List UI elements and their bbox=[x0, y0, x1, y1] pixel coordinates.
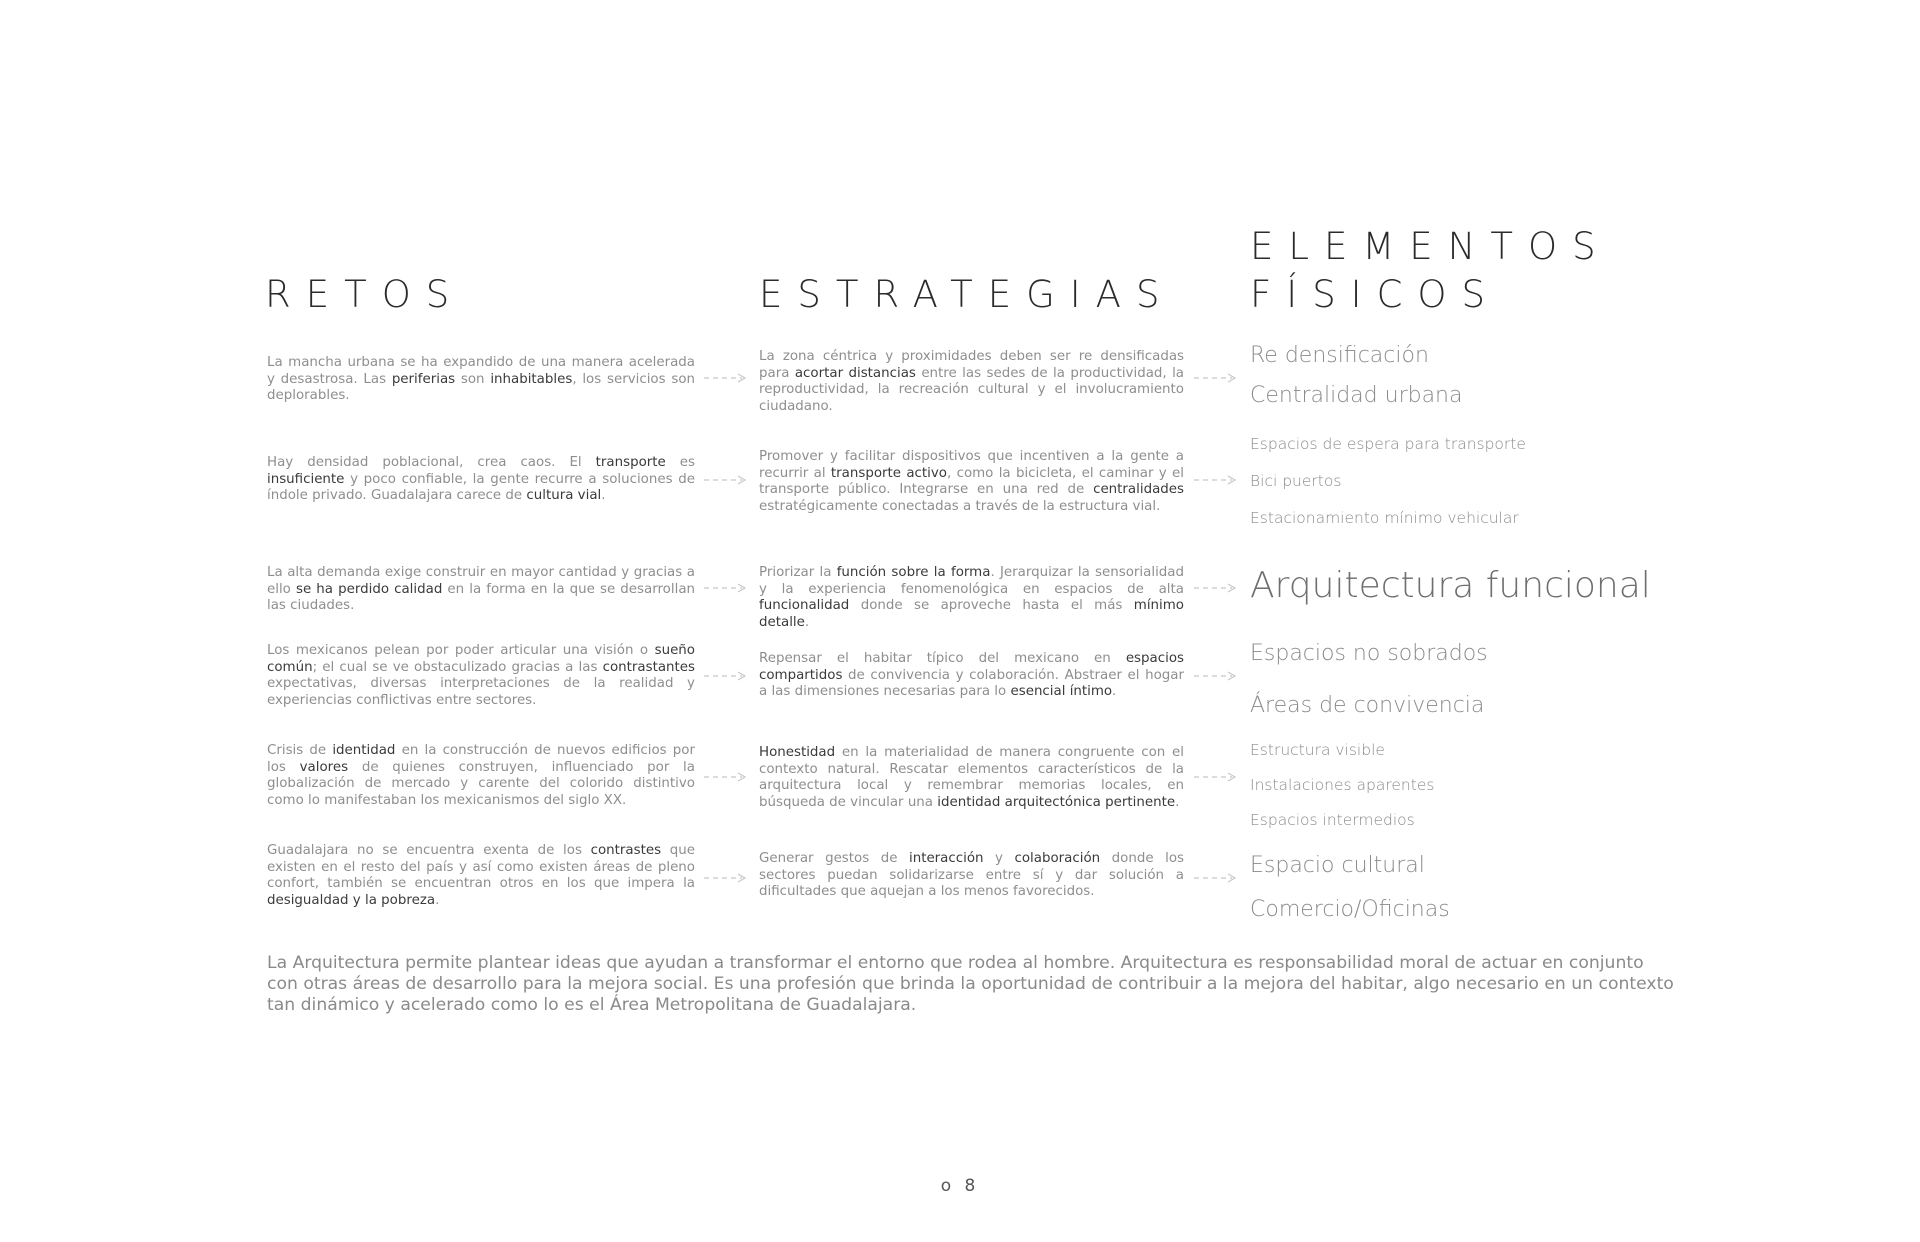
highlighted-keyword: Honestidad bbox=[759, 745, 836, 760]
elemento-espacio-cultural: Espacio cultural bbox=[1250, 853, 1425, 878]
highlighted-keyword: espacios compartidos bbox=[759, 651, 1184, 683]
reto-text: Crisis de identidad en la construcción de nuevos edificios por los valores de quienes construyen, influenciado por la globalización de mercado y carente del colorido distintivo como lo manifestaban los mexicanismos del siglo XX. bbox=[267, 743, 695, 808]
elemento-bici-puertos: Bici puertos bbox=[1250, 472, 1342, 490]
elemento-comercio-oficinas: Comercio/Oficinas bbox=[1250, 897, 1450, 922]
estrategia-text: Priorizar la función sobre la forma. Jerarquizar la sensorialidad y la experiencia fenomenológica en espacios de alta funcionalidad donde se aproveche hasta el más mínimo detalle. bbox=[759, 565, 1184, 630]
dashed-arrow-icon bbox=[704, 583, 748, 593]
elemento-estacionamiento: Estacionamiento mínimo vehicular bbox=[1250, 509, 1519, 527]
highlighted-keyword: periferias bbox=[391, 371, 456, 387]
reto-text: La mancha urbana se ha expandido de una manera acelerada y desastrosa. Las periferias son inhabitables, los servicios son deplorables. bbox=[267, 355, 695, 404]
reto-text: Guadalajara no se encuentra exenta de los contrastes que existen en el resto del país y así como existen áreas de pleno confort, también se encuentran otros en los que impera la desigualdad y la pobreza. bbox=[267, 843, 695, 908]
elemento-estructura-visible: Estructura visible bbox=[1250, 741, 1385, 759]
reto-text: Hay densidad poblacional, crea caos. El transporte es insuficiente y poco confiable, la gente recurre a soluciones de índole privado. Guadalajara carece de cultura vial. bbox=[267, 455, 695, 504]
highlighted-keyword: cultura vial bbox=[526, 488, 602, 504]
highlighted-keyword: acortar distancias bbox=[794, 365, 916, 381]
highlighted-keyword: valores bbox=[299, 759, 349, 775]
highlighted-keyword: colaboración bbox=[1014, 851, 1101, 866]
highlighted-keyword: contrastes bbox=[590, 843, 662, 858]
highlighted-keyword: identidad arquitectónica pertinente bbox=[937, 794, 1176, 810]
elemento-areas-convivencia: Áreas de convivencia bbox=[1250, 693, 1485, 718]
highlighted-keyword: identidad bbox=[332, 743, 396, 758]
reto-text: Los mexicanos pelean por poder articular una visión o sueño común; el cual se ve obstaculizado gracias a las contrastantes expectativas, diversas interpretaciones de la realidad y experiencias conflictivas entre sectores. bbox=[267, 643, 695, 708]
highlighted-keyword: inhabitables bbox=[490, 371, 573, 387]
elemento-espacios-espera: Espacios de espera para transporte bbox=[1250, 435, 1526, 453]
highlighted-keyword: contrastantes bbox=[602, 659, 695, 675]
elemento-instalaciones-aparentes: Instalaciones aparentes bbox=[1250, 776, 1435, 794]
heading-fisicos: FÍSICOS bbox=[1250, 273, 1501, 316]
elemento-centralidad-urbana: Centralidad urbana bbox=[1250, 383, 1463, 408]
estrategia-text: Honestidad en la materialidad de manera congruente con el contexto natural. Rescatar elementos característicos de la arquitectura local y remembrar memorias locales, en búsqueda de vincular una identidad arquitectónica pertinente. bbox=[759, 745, 1184, 810]
elemento-espacios-intermedios: Espacios intermedios bbox=[1250, 811, 1415, 829]
dashed-arrow-icon bbox=[704, 772, 748, 782]
highlighted-keyword: insuficiente bbox=[267, 471, 345, 487]
highlighted-keyword: funcionalidad bbox=[759, 598, 850, 614]
elemento-espacios-no-sobrados: Espacios no sobrados bbox=[1250, 641, 1488, 666]
dashed-arrow-icon bbox=[704, 373, 748, 383]
highlighted-keyword: se ha perdido calidad bbox=[295, 581, 443, 597]
highlighted-keyword: sueño común bbox=[267, 643, 695, 675]
heading-elementos: ELEMENTOS bbox=[1250, 225, 1611, 268]
dashed-arrow-icon bbox=[1194, 873, 1238, 883]
page-number: o 8 bbox=[940, 1176, 980, 1196]
heading-retos: RETOS bbox=[265, 273, 465, 316]
heading-estrategias: ESTRATEGIAS bbox=[759, 273, 1175, 316]
highlighted-keyword: mínimo detalle bbox=[759, 598, 1184, 630]
elemento-arquitectura-funcional: Arquitectura funcional bbox=[1250, 565, 1651, 606]
highlighted-keyword: centralidades bbox=[1093, 482, 1184, 498]
conclusion-paragraph: La Arquitectura permite plantear ideas que ayudan a transformar el entorno que rodea al hombre. Arquitectura es responsabilidad moral de actuar en conjunto con otras áreas de desarrollo para la mejora social. Es una profesión que brinda la oportunidad de contribuir a la mejora del habitar, algo necesario en un contexto tan dinámico y acelerado como lo es el Área Metropolitana de Guadalajara. bbox=[267, 953, 1674, 1015]
dashed-arrow-icon bbox=[1194, 671, 1238, 681]
estrategia-text: La zona céntrica y proximidades deben ser re densificadas para acortar distancias entre las sedes de la productividad, la reproductividad, la recreación cultural y el involucramiento ciudadano. bbox=[759, 349, 1184, 414]
dashed-arrow-icon bbox=[704, 475, 748, 485]
dashed-arrow-icon bbox=[1194, 475, 1238, 485]
highlighted-keyword: esencial íntimo bbox=[1010, 684, 1112, 700]
highlighted-keyword: desigualdad y la pobreza bbox=[267, 892, 436, 908]
highlighted-keyword: transporte activo bbox=[830, 465, 947, 481]
estrategia-text: Promover y facilitar dispositivos que incentiven a la gente a recurrir al transporte activo, como la bicicleta, el caminar y el transporte público. Integrarse en una red de centralidades estratégicamente conectadas a través de la estructura vial. bbox=[759, 449, 1184, 514]
highlighted-keyword: interacción bbox=[908, 851, 984, 866]
dashed-arrow-icon bbox=[704, 671, 748, 681]
reto-text: La alta demanda exige construir en mayor cantidad y gracias a ello se ha perdido calidad en la forma en la que se desarrollan las ciudades. bbox=[267, 565, 696, 614]
dashed-arrow-icon bbox=[1194, 583, 1238, 593]
dashed-arrow-icon bbox=[704, 873, 748, 883]
highlighted-keyword: función sobre la forma bbox=[836, 565, 991, 580]
estrategia-text: Generar gestos de interacción y colaboración donde los sectores puedan solidarizarse entre sí y dar solución a dificultades que aquejan a los menos favorecidos. bbox=[759, 851, 1184, 900]
dashed-arrow-icon bbox=[1194, 772, 1238, 782]
elemento-re-densificacion: Re densificación bbox=[1250, 343, 1429, 368]
estrategia-text: Repensar el habitar típico del mexicano en espacios compartidos de convivencia y colaboración. Abstraer el hogar a las dimensiones necesarias para lo esencial íntimo. bbox=[759, 651, 1184, 700]
dashed-arrow-icon bbox=[1194, 373, 1238, 383]
highlighted-keyword: transporte bbox=[595, 455, 666, 470]
